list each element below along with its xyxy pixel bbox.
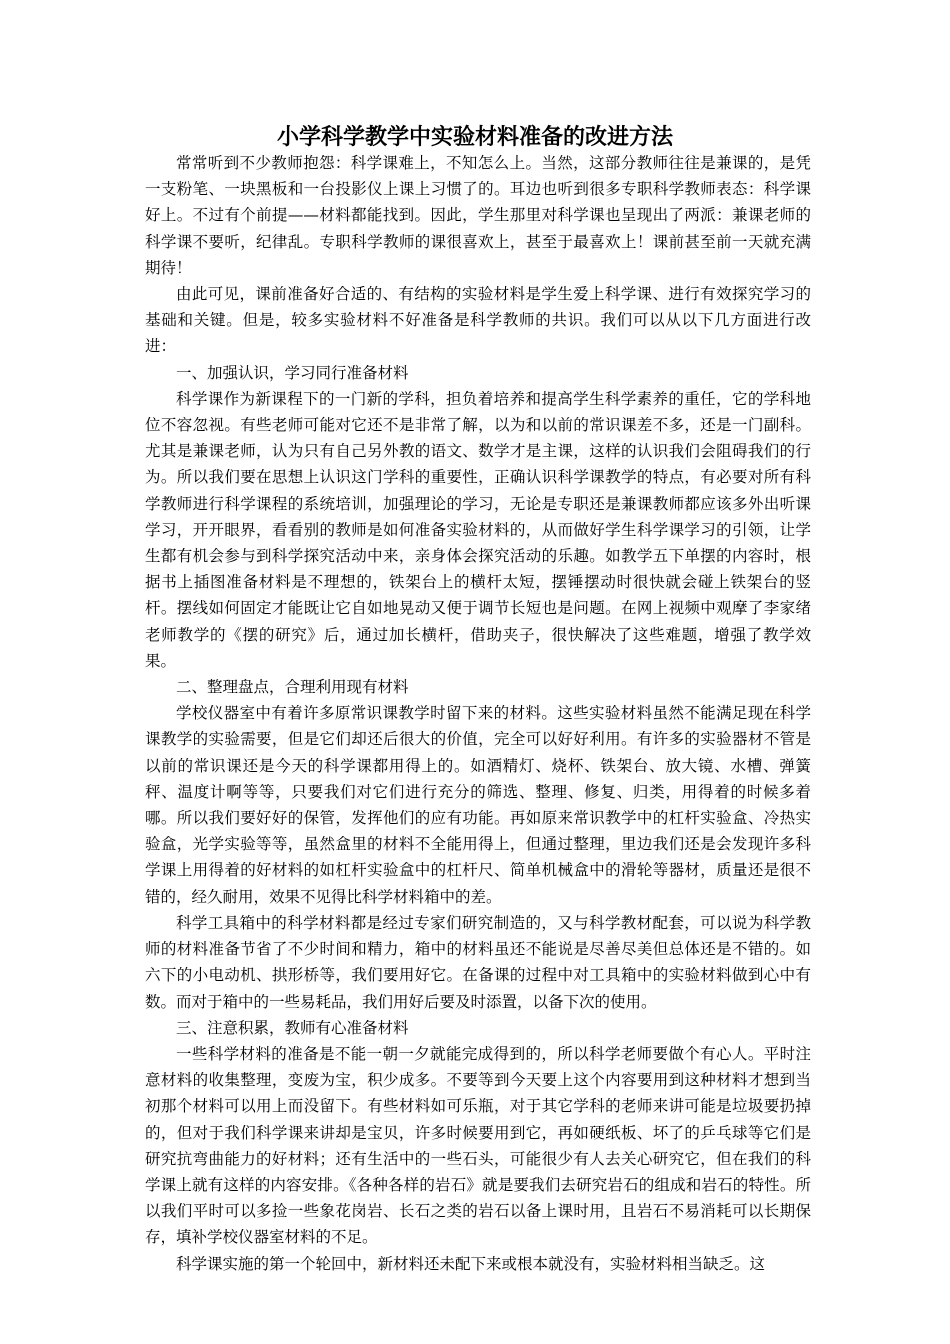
paragraph: 科学课实施的第一个轮回中，新材料还未配下来或根本就没有，实验材料相当缺乏。这 bbox=[176, 1254, 766, 1273]
section-heading: 三、注意积累，教师有心准备材料 bbox=[176, 1018, 409, 1037]
paragraph: 科学工具箱中的科学材料都是经过专家们研究制造的，又与科学教材配套，可以说为科学教师的材料准备节省了不少时间和精力，箱中的材料虽还不能说是尽善尽美但总体还是不错的。如六下的小电动机、拱形桥等，我们要用好它。在备课的过程中对工具箱中的实验材料做到心中有数。而对于箱中的一些易耗品，我们用好后要及时添置，以备下次的使用。 bbox=[145, 913, 811, 1011]
paragraph: 学校仪器室中有着许多原常识课教学时留下来的材料。这些实验材料虽然不能满足现在科学课教学的实验需要，但是它们却还后很大的价值，完全可以好好利用。有许多的实验器材不管是以前的常识课还是今天的科学课都用得上的。如酒精灯、烧杯、铁架台、放大镜、水槽、弹簧秤、温度计啊等等，只要我们对它们进行充分的筛选、整理、修复、归类，用得着的时候多着哪。所以我们要好好的保管，发挥他们的应有功能。再如原来常识教学中的杠杆实验盒、冷热实验盒，光学实验等等，虽然盒里的材料不全能用得上，但通过整理，里边我们还是会发现许多科学课上用得着的好材料的如杠杆实验盒中的杠杆尺、简单机械盒中的滑轮等器材，质量还是很不错的，经久耐用，效果不见得比科学材料箱中的差。 bbox=[145, 704, 811, 906]
paragraph: 科学课作为新课程下的一门新的学科，担负着培养和提高学生科学素养的重任，它的学科地位不容忽视。有些老师可能对它还不是非常了解，以为和以前的常识课差不多，还是一门副科。尤其是兼课老师，认为只有自己另外教的语文、数学才是主课，这样的认识我们会阻碍我们的行为。所以我们要在思想上认识这门学科的重要性，正确认识科学课教学的特点，有必要对所有科学教师进行科学课程的系统培训，加强理论的学习，无论是专职还是兼课教师都应该多外出听课学习，开开眼界，看看别的教师是如何准备实验材料的，从而做好学生科学课学习的引领，让学生都有机会参与到科学探究活动中来，亲身体会探究活动的乐趣。如教学五下单摆的内容时，根据书上插图准备材料是不理想的，铁架台上的横杆太短，摆锤摆动时很快就会碰上铁架台的竖杆。摆线如何固定才能既让它自如地晃动又便于调节长短也是问题。在网上视频中观摩了李家绪老师教学的《摆的研究》后，通过加长横杆，借助夹子，很快解决了这些难题，增强了教学效果。 bbox=[145, 389, 811, 670]
paragraph: 由此可见，课前准备好合适的、有结构的实验材料是学生爱上科学课、进行有效探究学习的基础和关键。但是，较多实验材料不好准备是科学教师的共识。我们可以从以下几方面进行改进： bbox=[145, 285, 811, 356]
document-title: 小学科学教学中实验材料准备的改进方法 bbox=[276, 124, 673, 150]
section-heading: 一、加强认识，学习同行准备材料 bbox=[176, 363, 409, 382]
paragraph: 常常听到不少教师抱怨：科学课难上，不知怎么上。当然，这部分教师往往是兼课的，是凭一支粉笔、一块黑板和一台投影仪上课上习惯了的。耳边也听到很多专职科学教师表态：科学课好上。不过有个前提——材料都能找到。因此，学生那里对科学课也呈现出了两派：兼课老师的科学课不要听，纪律乱。专职科学教师的课很喜欢上，甚至于最喜欢上！课前甚至前一天就充满期待！ bbox=[145, 154, 811, 277]
document-body bbox=[145, 150, 811, 1277]
paragraph: 一些科学材料的准备是不能一朝一夕就能完成得到的，所以科学老师要做个有心人。平时注意材料的收集整理，变废为宝，积少成多。不要等到今天要上这个内容要用到这种材料才想到当初那个材料可以用上而没留下。有些材料如可乐瓶，对于其它学科的老师来讲可能是垃圾要扔掉的，但对于我们科学课来讲却是宝贝，许多时候要用到它，再如硬纸板、坏了的乒乓球等它们是研究抗弯曲能力的好材料；还有生活中的一些石头，可能很少有人去关心研究它，但在我们的科学课上就有这样的内容安排。《各种各样的岩石》就是要我们去研究岩石的组成和岩石的特性。所以我们平时可以多捡一些象花岗岩、长石之类的岩石以备上课时用，且岩石不易消耗可以长期保存，填补学校仪器室材料的不足。 bbox=[145, 1044, 811, 1247]
section-heading: 二、整理盘点，合理利用现有材料 bbox=[176, 678, 409, 697]
